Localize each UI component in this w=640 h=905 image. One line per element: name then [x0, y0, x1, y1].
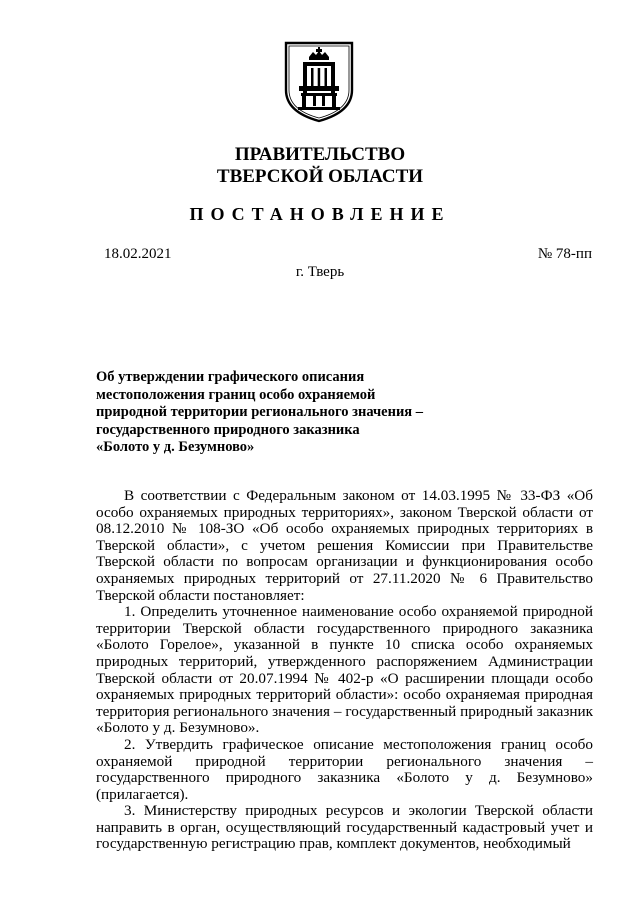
- document-subject: [96, 369, 424, 457]
- coat-of-arms-icon: [283, 40, 355, 124]
- subject-line: Об утверждении графического описания: [96, 369, 365, 385]
- body-paragraph-3: 3. Министерству природных ресурсов и экологии Тверской области направить в орган, осуществляющий государственный кадастровый учет и государственную регистрацию прав, комплект документов, необходимый: [96, 802, 593, 853]
- subject-line: государственного природного заказника: [96, 421, 360, 438]
- body-paragraph-2: 2. Утвердить графическое описание местоположения границ особо охраняемой природной территории регионального значения – государственного природного заказника «Болото у д. Безумново» (прилагается).: [96, 735, 593, 803]
- document-city: г. Тверь: [295, 264, 345, 280]
- document-type: ПОСТАНОВЛЕНИЕ: [189, 204, 451, 224]
- organization-name-line1: ПРАВИТЕЛЬСТВО: [234, 144, 406, 165]
- organization-name-line2: ТВЕРСКОЙ ОБЛАСТИ: [216, 166, 424, 187]
- document-date: 18.02.2021: [104, 246, 172, 262]
- subject-line: «Болото у д. Безумново»: [96, 439, 255, 455]
- subject-line: природной территории регионального значения –: [96, 404, 424, 420]
- document-number: № 78-пп: [537, 246, 592, 262]
- document-body: [96, 488, 593, 853]
- body-paragraph-1: 1. Определить уточненное наименование особо охраняемой природной территории Тверской области государственного природного заказника «Болото Горелое», указанной в пункте 10 списка особо охраняемых природных территорий, утвержденного распоряжением Администрации Тверской области от 20.07.1994 № 402-р «О расширении площади особо охраняемых природных территорий области»: особо охраняемая природная территория регионального значения – государственный природный заказник «Болото у д. Безумново».: [96, 603, 593, 737]
- body-paragraph-preamble: В соответствии с Федеральным законом от 14.03.1995 № 33-ФЗ «Об особо охраняемых природных территориях», законом Тверской области от 08.12.2010 № 108-ЗО «Об особо охраняемых природных территориях в Тверской области», с учетом решения Комиссии при Правительстве Тверской области по вопросам организации и функционирования особо охраняемых природных территорий от 27.11.2020 № 6 Правительство Тверской области постановляет:: [96, 487, 593, 604]
- subject-line: местоположения границ особо охраняемой: [96, 386, 376, 403]
